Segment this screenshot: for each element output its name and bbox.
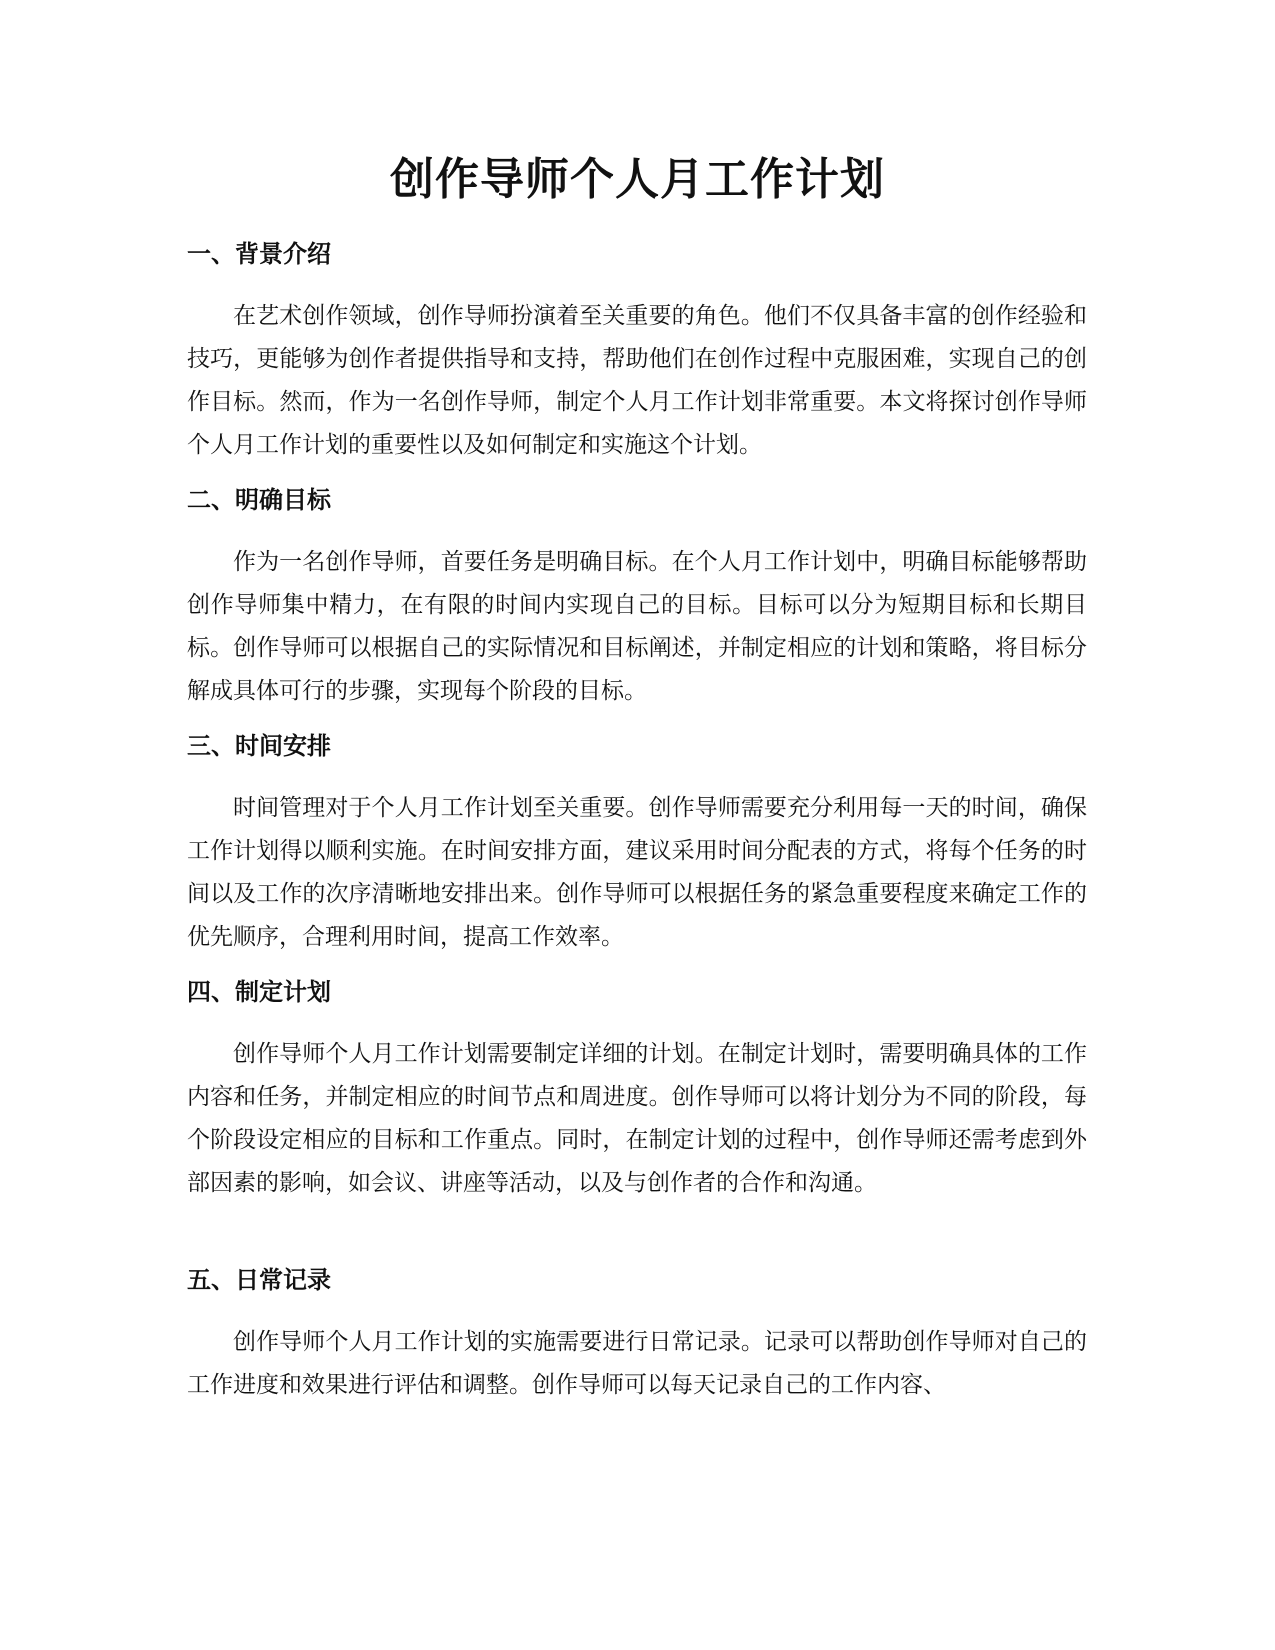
section-body-background: 在艺术创作领域，创作导师扮演着至关重要的角色。他们不仅具备丰富的创作经验和技巧，更能够为创作者提供指导和支持，帮助他们在创作过程中克服困难，实现自己的创作目标。然而，作为一名创作导师，制定个人月工作计划非常重要。本文将探讨创作导师个人月工作计划的重要性以及如何制定和实施这个计划。 (187, 303, 1087, 458)
section-heading-planning: 四、制定计划 (187, 978, 331, 1006)
section-heading-daily-record: 五、日常记录 (187, 1266, 331, 1294)
section-heading-background: 一、背景介绍 (187, 240, 331, 268)
section-body-goals: 作为一名创作导师，首要任务是明确目标。在个人月工作计划中，明确目标能够帮助创作导师集中精力，在有限的时间内实现自己的目标。目标可以分为短期目标和长期目标。创作导师可以根据自己的实际情况和目标阐述，并制定相应的计划和策略，将目标分解成具体可行的步骤，实现每个阶段的目标。 (187, 549, 1087, 704)
section-body-planning: 创作导师个人月工作计划需要制定详细的计划。在制定计划时，需要明确具体的工作内容和任务，并制定相应的时间节点和周进度。创作导师可以将计划分为不同的阶段，每个阶段设定相应的目标和工作重点。同时，在制定计划的过程中，创作导师还需考虑到外部因素的影响，如会议、讲座等活动，以及与创作者的合作和沟通。 (187, 1041, 1087, 1196)
section-body-daily-record: 创作导师个人月工作计划的实施需要进行日常记录。记录可以帮助创作导师对自己的工作进度和效果进行评估和调整。创作导师可以每天记录自己的工作内容、 (187, 1329, 1087, 1398)
document-title: 创作导师个人月工作计划 (390, 154, 885, 205)
section-body-schedule: 时间管理对于个人月工作计划至关重要。创作导师需要充分利用每一天的时间，确保工作计划得以顺利实施。在时间安排方面，建议采用时间分配表的方式，将每个任务的时间以及工作的次序清晰地安排出来。创作导师可以根据任务的紧急重要程度来确定工作的优先顺序，合理利用时间，提高工作效率。 (187, 795, 1087, 950)
section-heading-goals: 二、明确目标 (187, 486, 331, 514)
section-heading-schedule: 三、时间安排 (187, 732, 331, 760)
